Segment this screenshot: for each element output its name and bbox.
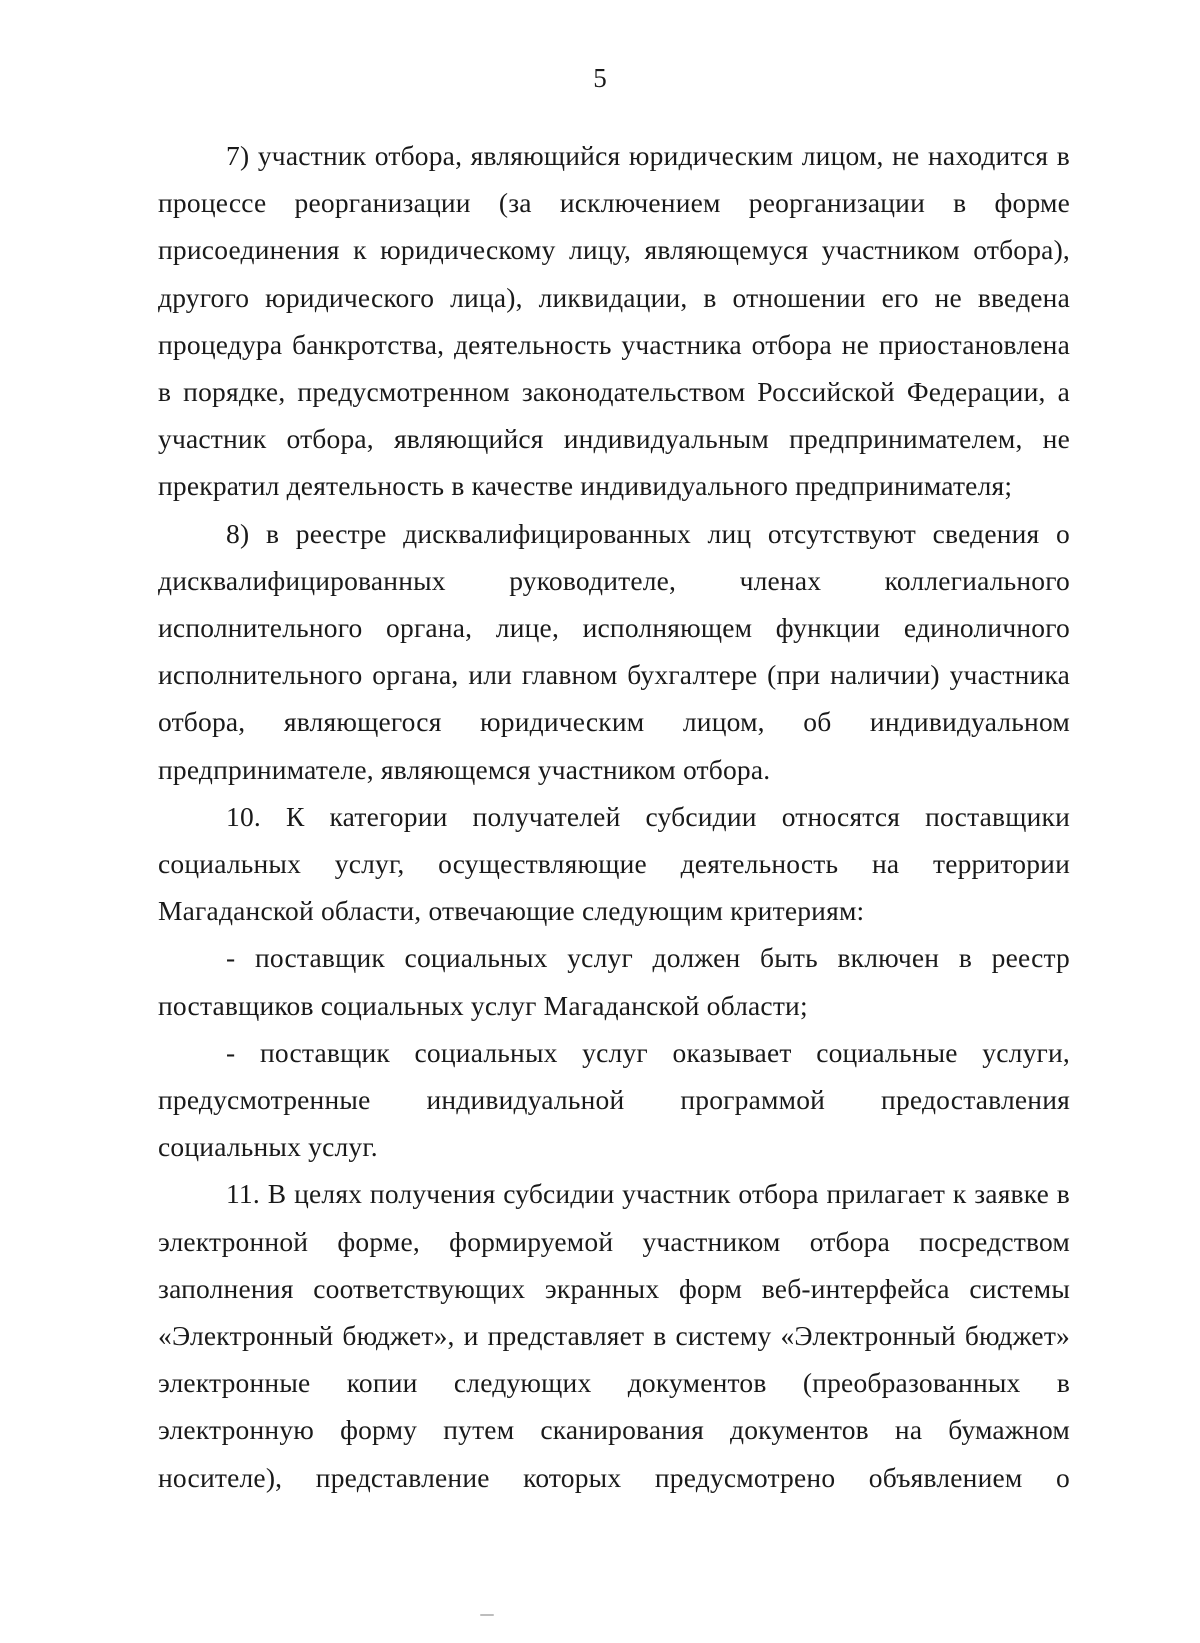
paragraph-criterion-1: - поставщик социальных услуг должен быть включен в реестр поставщиков социальных услуг Магаданской области; bbox=[158, 942, 1070, 1021]
paragraph-item-8: 8) в реестре дисквалифицированных лиц отсутствуют сведения о дисквалифицированных руководителе, членах коллегиального исполнительного органа, лице, исполняющем функции единоличного исполнительного органа, или главном бухгалтере (при наличии) участника отбора, являющегося юридическим лицом, об индивидуальном предпринимателе, являющемся участником отбора. bbox=[158, 517, 1070, 785]
paragraph-criterion-2: - поставщик социальных услуг оказывает социальные услуги, предусмотренные индивидуальной программой предоставления социальных услуг. bbox=[158, 1036, 1070, 1163]
paragraph-item-7: 7) участник отбора, являющийся юридическим лицом, не находится в процессе реорганизации (за исключением реорганизации в форме присоединения к юридическому лицу, являющемуся участником отбора), другого юридического лица), ликвидации, в отношении его не введена процедура банкротства, деятельность участника отбора не приостановлена в порядке, предусмотренном законодательством Российской Федерации, а участник отбора, являющийся индивидуальным предпринимателем, не прекратил деятельность в качестве индивидуального предпринимателя; bbox=[158, 140, 1070, 502]
document-body bbox=[158, 132, 1070, 1501]
page-number: 5 bbox=[593, 63, 607, 93]
paragraph-clause-11: 11. В целях получения субсидии участник отбора прилагает к заявке в электронной форме, формируемой участником отбора посредством заполнения соответствующих экранных форм веб-интерфейса системы «Электронный бюджет», и представляет в систему «Электронный бюджет» электронные копии следующих документов (преобразованных в электронную форму путем сканирования документов на бумажном носителе), представление которых предусмотрено объявлением о bbox=[158, 1178, 1070, 1493]
scan-artifact bbox=[480, 1614, 494, 1616]
paragraph-clause-10: 10. К категории получателей субсидии относятся поставщики социальных услуг, осуществляющие деятельность на территории Магаданской области, отвечающие следующим критериям: bbox=[158, 800, 1070, 927]
